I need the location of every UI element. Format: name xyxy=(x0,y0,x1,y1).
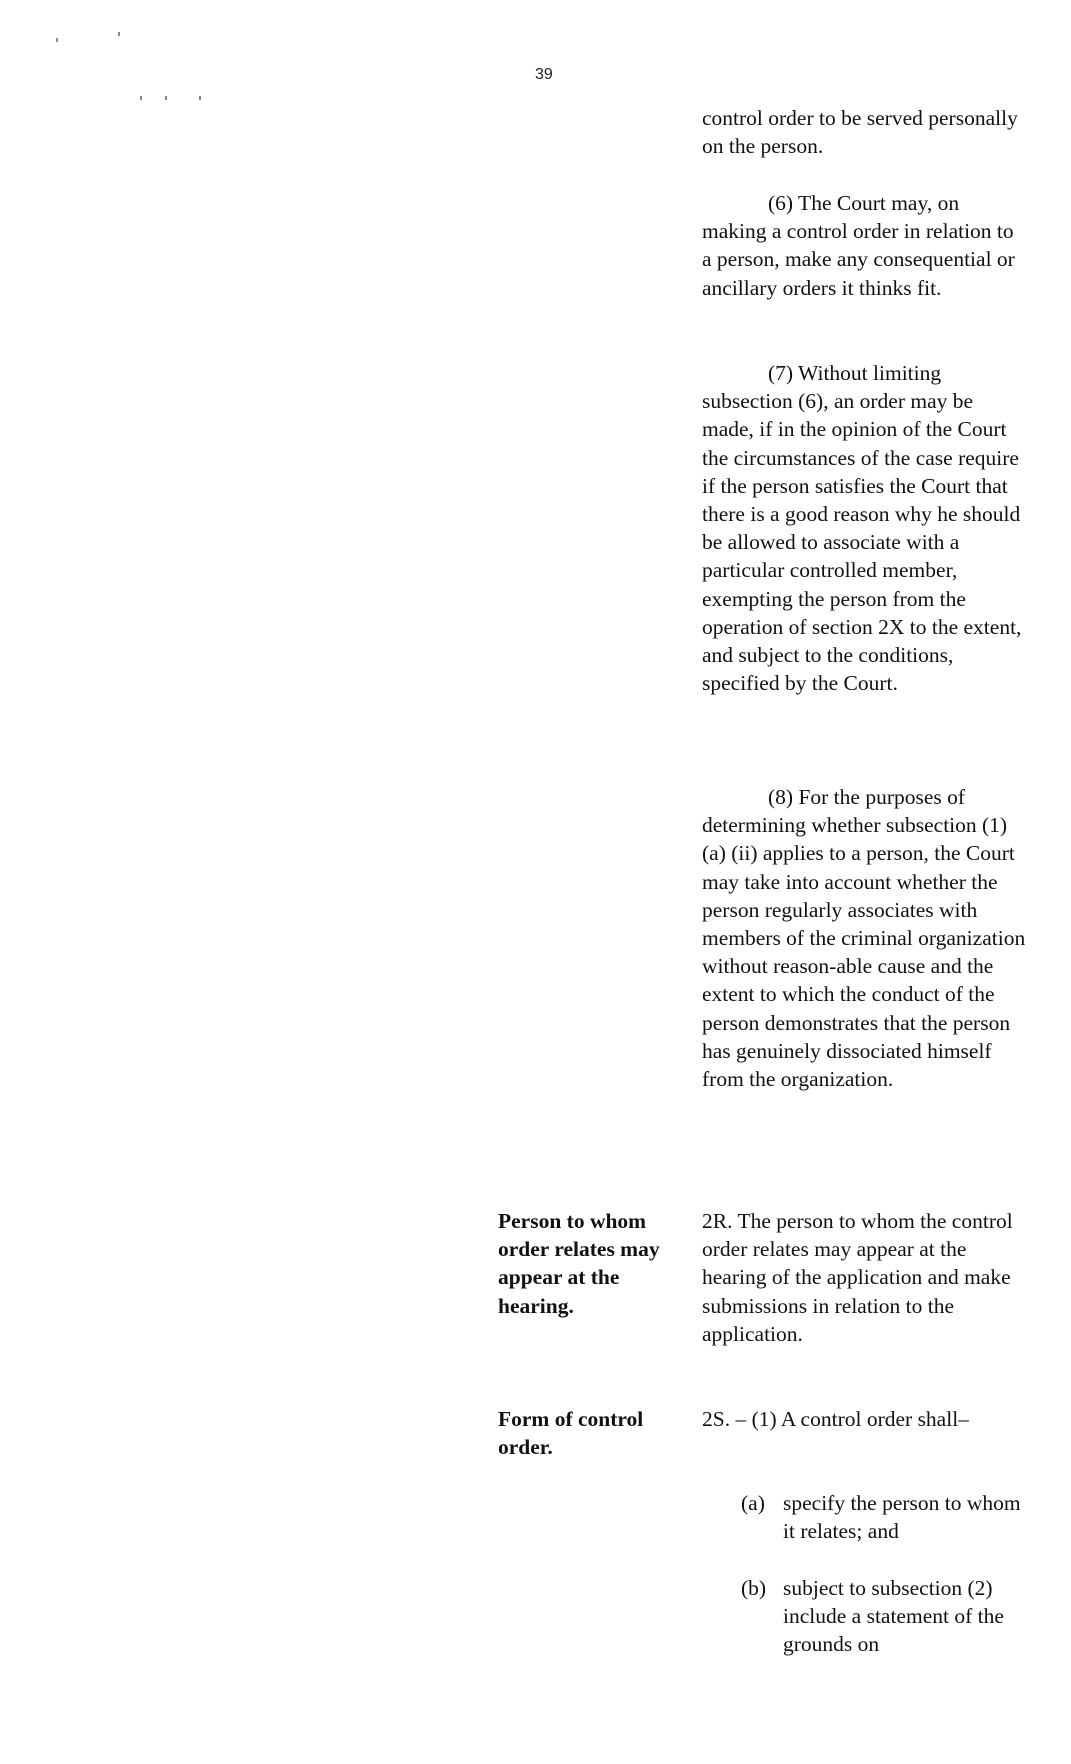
list-item-text: subject to subsection (2) include a statement of the grounds on xyxy=(783,1576,1004,1657)
scan-speck xyxy=(199,96,201,100)
marginal-note-2s: Form of control order. xyxy=(498,1407,644,1460)
continuation-paragraph: control order to be served personally on the person. xyxy=(702,106,1018,159)
list-item-b xyxy=(741,1574,1031,1659)
subsection-7: (7) Without limiting subsection (6), an order may be made, if in the opinion of the Court the circumstances of the case require if the person satisfies the Court that there is a good reason why he should be allowed to associate with a particular controlled member, exempting the person from the operation of section 2X to the extent, and subject to the conditions, specified by the Court. xyxy=(702,361,1022,696)
list-item-label: (a) xyxy=(741,1491,765,1515)
section-2r-text: 2R. The person to whom the control order relates may appear at the hearing of the application and make submissions in relation to the application. xyxy=(702,1209,1013,1346)
scan-speck xyxy=(56,38,58,42)
scan-speck xyxy=(118,32,120,36)
subsection-8: (8) For the purposes of determining whether subsection (1) (a) (ii) applies to a person, the Court may take into account whether the person regularly associates with members of the criminal organization without reason-able cause and the extent to which the conduct of the person demonstrates that the person has genuinely dissociated himself from the organization. xyxy=(702,785,1026,1092)
section-2s-text: 2S. – (1) A control order shall– xyxy=(702,1407,969,1431)
scan-speck xyxy=(140,96,142,100)
list-item-a xyxy=(741,1489,1031,1545)
page-number: 39 xyxy=(535,66,553,83)
list-item-label: (b) xyxy=(741,1576,767,1600)
list-item-text: specify the person to whom it relates; and xyxy=(783,1491,1021,1544)
marginal-note-2r: Person to whom order relates may appear at the hearing. xyxy=(498,1209,660,1318)
subsection-6: (6) The Court may, on making a control order in relation to a person, make any consequential or ancillary orders it thinks fit. xyxy=(702,191,1015,300)
scan-speck xyxy=(165,96,167,100)
